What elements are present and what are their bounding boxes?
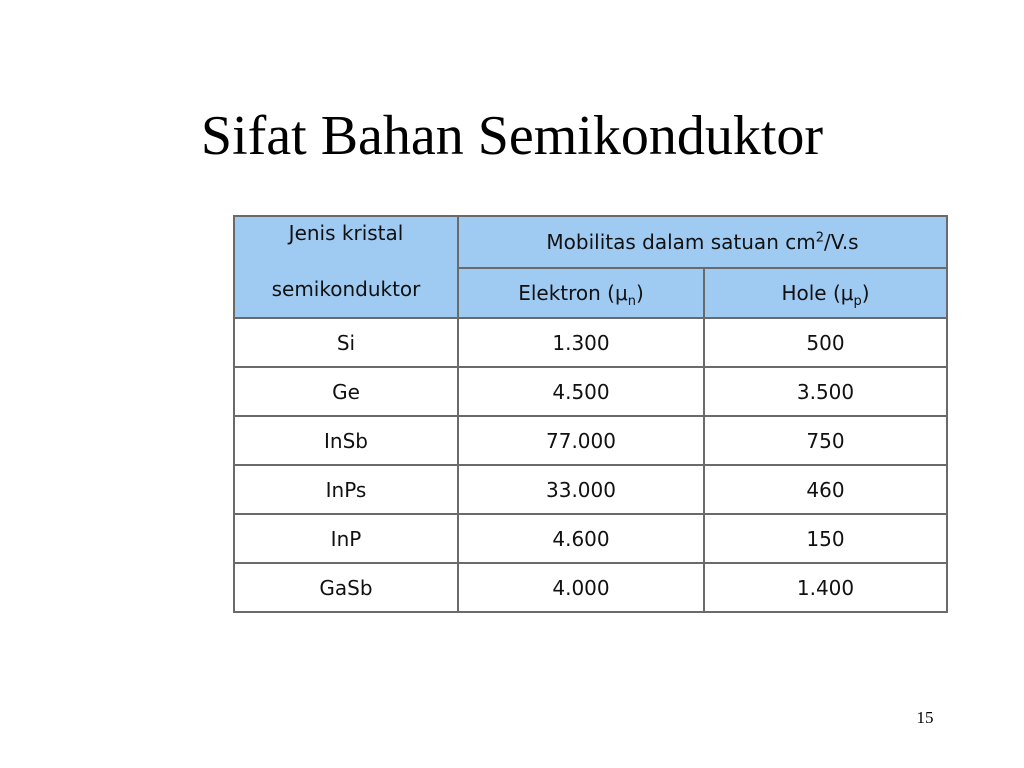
cell-crystal: InSb xyxy=(234,416,458,465)
table-row xyxy=(234,465,947,514)
mobility-table-container xyxy=(233,215,946,622)
cell-hole: 460 xyxy=(704,465,947,514)
cell-electron: 4.000 xyxy=(458,563,704,612)
table-row xyxy=(234,318,947,367)
header-electron-subscript: n xyxy=(627,293,636,309)
table-row xyxy=(234,563,947,612)
cell-crystal: GaSb xyxy=(234,563,458,612)
cell-electron: 4.600 xyxy=(458,514,704,563)
header-hole-suffix: ) xyxy=(861,280,870,305)
header-hole xyxy=(704,268,947,319)
header-electron xyxy=(458,268,704,319)
cell-electron: 1.300 xyxy=(458,318,704,367)
cell-electron: 77.000 xyxy=(458,416,704,465)
cell-hole: 500 xyxy=(704,318,947,367)
cell-crystal: InP xyxy=(234,514,458,563)
cell-hole: 1.400 xyxy=(704,563,947,612)
cell-hole: 750 xyxy=(704,416,947,465)
table-row xyxy=(234,416,947,465)
table-row xyxy=(234,514,947,563)
cell-electron: 4.500 xyxy=(458,367,704,416)
cell-hole: 3.500 xyxy=(704,367,947,416)
header-electron-prefix: Elektron (μ xyxy=(518,280,628,305)
page-number: 15 xyxy=(916,708,934,727)
cell-electron: 33.000 xyxy=(458,465,704,514)
cell-crystal: InPs xyxy=(234,465,458,514)
header-mobility-group xyxy=(458,216,947,268)
header-mobility-suffix: /V.s xyxy=(823,229,859,254)
cell-hole: 150 xyxy=(704,514,947,563)
header-electron-suffix: ) xyxy=(635,280,644,305)
header-hole-prefix: Hole (μ xyxy=(781,280,854,305)
cell-crystal: Si xyxy=(234,318,458,367)
header-mobility-superscript: 2 xyxy=(815,230,824,246)
mobility-table xyxy=(233,215,948,613)
header-crystal-line2: semikonduktor xyxy=(271,277,421,301)
table-row xyxy=(234,367,947,416)
cell-crystal: Ge xyxy=(234,367,458,416)
header-crystal-line1: Jenis kristal xyxy=(288,221,404,245)
header-mobility-prefix: Mobilitas dalam satuan cm xyxy=(546,229,816,254)
slide-title: Sifat Bahan Semikonduktor xyxy=(200,105,824,167)
header-crystal-type xyxy=(234,216,458,318)
header-hole-subscript: p xyxy=(853,293,862,309)
